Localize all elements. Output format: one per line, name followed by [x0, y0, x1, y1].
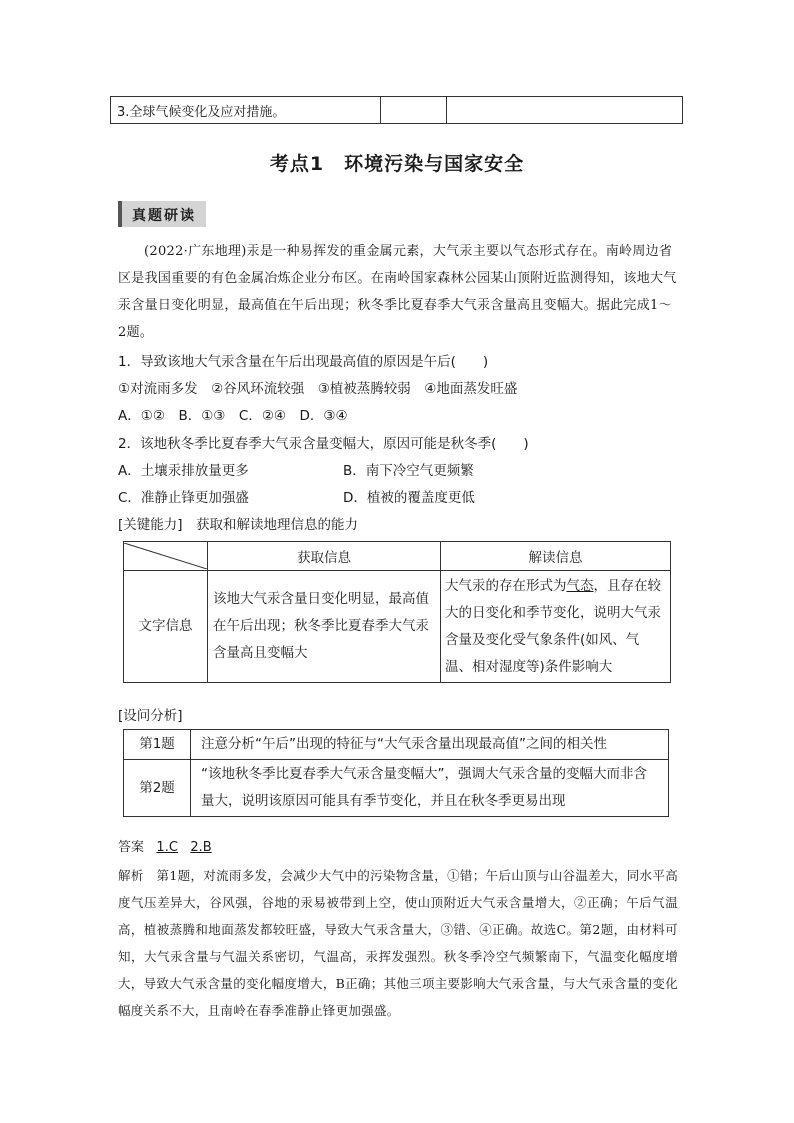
answer-1: 1.C	[156, 840, 178, 855]
section-tag-label: 真题研读	[132, 208, 196, 224]
intro-paragraph: (2022·广东地理)汞是一种易挥发的重金属元素，大气汞主要以气态形式存在。南岭周边省区是我国重要的有色金属冶炼企业分布区。在南岭国家森林公园某山顶附近监测得知，该地大气汞含量日变化明显，最高值在午后出现；秋冬季比夏春季大气汞含量高且变幅大。据此完成1～2题。	[118, 244, 677, 340]
row-label-text-info: 文字信息	[124, 571, 208, 683]
col-header-get-info: 获取信息	[208, 542, 441, 571]
diagonal-line	[124, 543, 207, 569]
qa-row-1-label: 第1题	[124, 730, 191, 760]
question-analysis-table	[123, 729, 669, 817]
cell-get-info: 该地大气汞含量日变化明显，最高值在午后出现；秋冬季比夏春季大气汞含量高且变幅大	[208, 571, 441, 683]
question-analysis-label: [设问分析]	[118, 708, 183, 724]
question-2-stem: 2．该地秋冬季比夏春季大气汞含量变幅大，原因可能是秋冬季( )	[118, 436, 529, 452]
qa-row-1-text: 注意分析“午后”出现的特征与“大气汞含量出现最高值”之间的相关性	[191, 730, 669, 760]
interpret-text-pre: 大气汞的存在形式为	[445, 577, 567, 594]
cell-interpret-info	[441, 571, 671, 683]
question-1-options: A．①② B．①③ C．②④ D．③④	[118, 408, 348, 424]
question-1-stem: 1．导致该地大气汞含量在午后出现最高值的原因是午后( )	[118, 354, 489, 370]
continuation-table	[110, 96, 683, 124]
answer-2: 2.B	[190, 840, 212, 855]
answer-label: 答案	[118, 840, 145, 855]
interpret-text-post: ，且存在较大的日变化和季节变化，说明大气汞含量及变化受气象条件(如风、气温、相对湿度等)条件影响大	[445, 577, 661, 675]
qa-row-2-label: 第2题	[124, 760, 191, 817]
section-tag-bar	[118, 201, 122, 227]
question-2-option-d: D．植被的覆盖度更低	[343, 490, 475, 506]
explanation-paragraph: 解析 第1题，对流雨多发，会减少大气中的污染物含量，①错；午后山顶与山谷温差大，同水平高度气压差异大，谷风强，谷地的汞易被带到上空，使山顶附近大气汞含量增大，②正确；午后气温高，植被蒸腾和地面蒸发都较旺盛，导致大气汞含量大，③错、④正确。故选C。第2题，由材料可知，大气汞含量与气温关系密切，气温高，汞挥发强烈。秋冬季冷空气频繁南下，气温变化幅度增大，导致大气汞含量的变化幅度增大，B正确；其他三项主要影响大气汞含量，与大气汞含量的变化幅度关系不大，且南岭在春季准静止锋更加强盛。	[118, 868, 678, 1018]
question-2-option-b: B．南下冷空气更频繁	[343, 463, 474, 479]
key-ability-label: [关键能力] 获取和解读地理信息的能力	[118, 517, 359, 533]
top-table-cell-1: 3.全球气候变化及应对措施。	[111, 97, 381, 124]
question-1-items: ①对流雨多发 ②谷风环流较强 ③植被蒸腾较弱 ④地面蒸发旺盛	[118, 381, 518, 397]
key-ability-table	[123, 541, 671, 683]
interpret-text-underlined: 气态	[566, 577, 594, 594]
top-table-cell-3	[447, 97, 683, 124]
answer-line	[118, 836, 212, 855]
col-header-interpret-info: 解读信息	[441, 542, 671, 571]
section-title: 考点1 环境污染与国家安全	[269, 153, 525, 175]
qa-row-2-text: “该地秋冬季比夏春季大气汞含量变幅大”，强调大气汞含量的变幅大而非含量大，说明该原因可能具有季节变化，并且在秋冬季更易出现	[191, 760, 669, 817]
question-2-option-a: A．土壤汞排放量更多	[118, 463, 249, 479]
top-table-cell-2	[381, 97, 447, 124]
question-2-option-c: C．准静止锋更加强盛	[118, 490, 249, 506]
diagonal-header-cell	[124, 542, 208, 571]
